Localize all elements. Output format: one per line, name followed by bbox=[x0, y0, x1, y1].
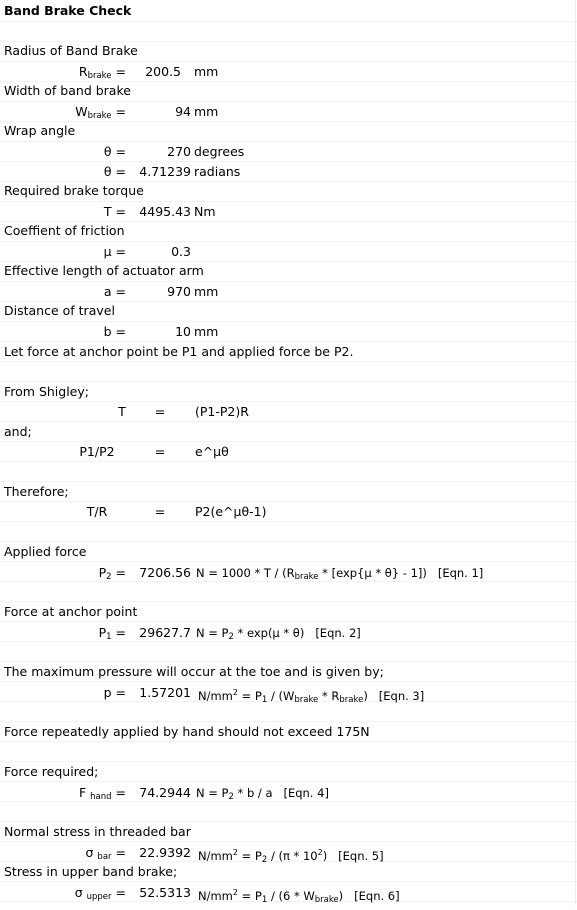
radius-symbol: $R_{brake}$ = bbox=[78, 64, 126, 81]
anchor-symbol: $P_1$ = bbox=[98, 625, 126, 642]
torque-value: 4495.43 bbox=[139, 204, 191, 219]
required-formula: $N = P_2 * b / a$ [Eqn. 4] bbox=[196, 786, 329, 802]
travel-symbol: b = bbox=[103, 324, 126, 339]
pressure-value: 1.57201 bbox=[139, 685, 191, 700]
travel-value: 10 bbox=[175, 324, 191, 339]
width-heading: Width of band brake bbox=[4, 83, 131, 98]
friction-heading: Coeffient of friction bbox=[4, 223, 125, 238]
width-unit: mm bbox=[194, 104, 219, 119]
applied-value: 7206.56 bbox=[139, 565, 191, 580]
shigley-from: From Shigley; bbox=[4, 384, 89, 399]
anchor-formula: $N = P_2 * \exp(\mu * \theta)$ [Eqn. 2] bbox=[196, 626, 361, 642]
shigley-eq3-rhs: P2(e^μθ-1) bbox=[195, 504, 267, 519]
applied-formula: $N = 1000 * T / (R_{brake} * [\exp\{\mu * \theta\} - 1])$ [Eqn. 1] bbox=[196, 566, 484, 582]
shigley-eq2-rhs: e^μθ bbox=[195, 444, 229, 459]
applied-symbol: $P_2$ = bbox=[98, 565, 126, 582]
required-symbol: F $_{hand}$ = bbox=[78, 785, 126, 802]
normal-stress-formula: $N/mm^2 = P_2 / (\pi * 10^2)$ [Eqn. 5] bbox=[198, 848, 384, 865]
normal-stress-heading: Normal stress in threaded bar bbox=[4, 824, 191, 839]
pressure-symbol: p = bbox=[103, 685, 126, 700]
required-heading: Force required; bbox=[4, 764, 99, 779]
friction-symbol: μ = bbox=[103, 244, 126, 259]
anchor-heading: Force at anchor point bbox=[4, 604, 138, 619]
hand-limit-text: Force repeatedly applied by hand should not exceed 175N bbox=[4, 724, 370, 739]
upper-stress-formula: $N/mm^2 = P_1 / (6 * W_{brake})$ [Eqn. 6] bbox=[198, 888, 400, 905]
torque-heading: Required brake torque bbox=[4, 183, 144, 198]
applied-heading: Applied force bbox=[4, 544, 87, 559]
radius-heading: Radius of Band Brake bbox=[4, 43, 138, 58]
wrap-deg-symbol: θ = bbox=[103, 144, 126, 159]
arm-value: 970 bbox=[167, 284, 191, 299]
width-value: 94 bbox=[175, 104, 191, 119]
torque-unit: Nm bbox=[194, 204, 216, 219]
torque-symbol: T = bbox=[103, 204, 126, 219]
wrap-rad-symbol: θ = bbox=[103, 164, 126, 179]
page-title: Band Brake Check bbox=[4, 3, 132, 18]
shigley-eq2-eq: = bbox=[154, 444, 166, 459]
radius-value: 200.5 bbox=[145, 64, 181, 79]
arm-symbol: a = bbox=[103, 284, 126, 299]
friction-value: 0.3 bbox=[171, 244, 191, 259]
wrap-deg-value: 270 bbox=[167, 144, 191, 159]
shigley-eq1-lhs: T bbox=[118, 404, 126, 419]
shigley-eq2-lhs: P1/P2 bbox=[79, 444, 115, 459]
travel-heading: Distance of travel bbox=[4, 303, 115, 318]
pressure-heading: The maximum pressure will occur at the toe and is given by; bbox=[4, 664, 384, 679]
arm-heading: Effective length of actuator arm bbox=[4, 263, 204, 278]
required-value: 74.2944 bbox=[139, 785, 191, 800]
pressure-formula: $N/mm^2 = P_1 / (W_{brake} * R_{brake})$ [Eqn. 3] bbox=[198, 688, 425, 705]
wrap-deg-unit: degrees bbox=[194, 144, 245, 159]
width-symbol: $W_{brake}$ = bbox=[75, 104, 126, 121]
arm-unit: mm bbox=[194, 284, 219, 299]
shigley-therefore: Therefore; bbox=[4, 484, 69, 499]
normal-stress-value: 22.9392 bbox=[139, 845, 191, 860]
shigley-eq3-lhs: T/R bbox=[86, 504, 108, 519]
travel-unit: mm bbox=[194, 324, 219, 339]
wrap-rad-value: 4.71239 bbox=[139, 164, 191, 179]
wrap-heading: Wrap angle bbox=[4, 123, 76, 138]
normal-stress-symbol: σ $_{bar}$ = bbox=[85, 845, 126, 862]
anchor-value: 29627.7 bbox=[139, 625, 191, 640]
radius-unit: mm bbox=[194, 64, 219, 79]
upper-stress-value: 52.5313 bbox=[139, 885, 191, 900]
shigley-eq1-eq: = bbox=[154, 404, 166, 419]
let-text: Let force at anchor point be P1 and applied force be P2. bbox=[4, 344, 354, 359]
upper-stress-symbol: σ $_{upper}$ = bbox=[74, 885, 126, 902]
shigley-eq1-rhs: (P1-P2)R bbox=[195, 404, 249, 419]
shigley-eq3-eq: = bbox=[154, 504, 166, 519]
upper-stress-heading: Stress in upper band brake; bbox=[4, 864, 178, 879]
shigley-and: and; bbox=[4, 424, 32, 439]
wrap-rad-unit: radians bbox=[194, 164, 241, 179]
